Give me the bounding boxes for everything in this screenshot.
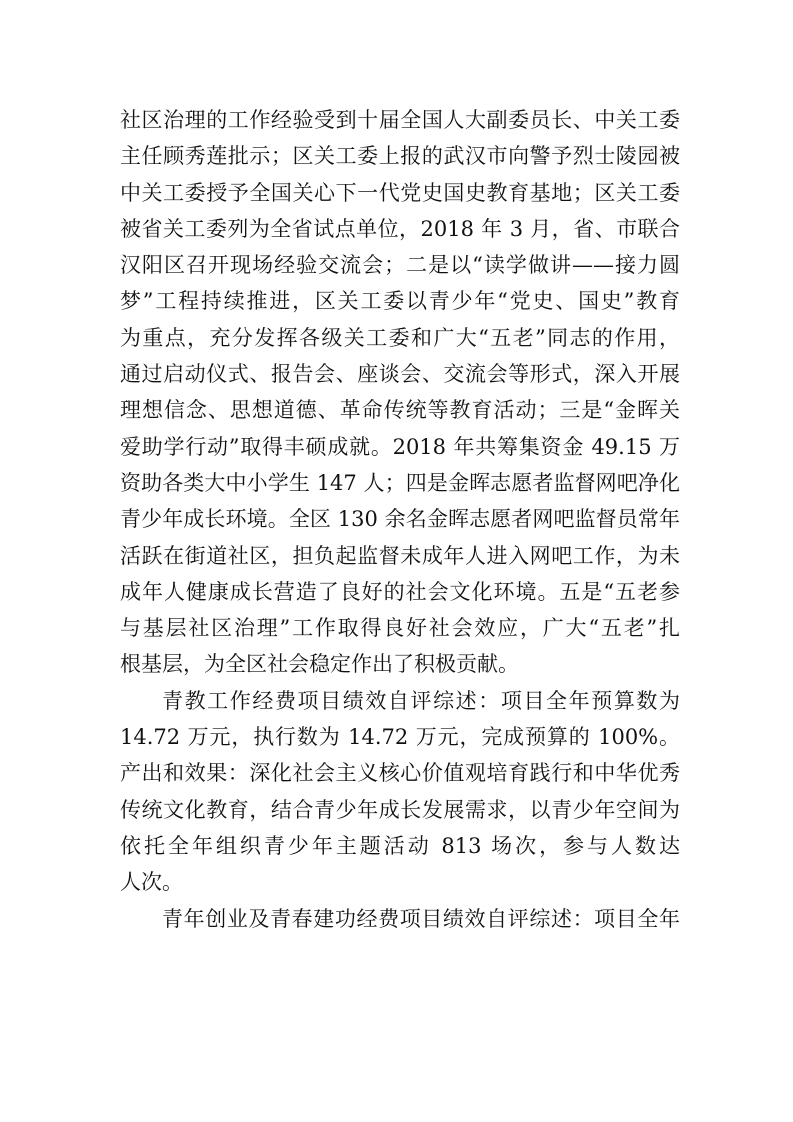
text-line: 为重点，充分发挥各级关工委和广大“五老”同志的作用，: [120, 325, 680, 350]
text-line: 通过启动仪式、报告会、座谈会、交流会等形式，深入开展: [120, 362, 680, 387]
text-line: 社区治理的工作经验受到十届全国人大副委员长、中关工委: [120, 108, 680, 132]
text-line: 资助各类大中小学生 147 人；四是金晖志愿者监督网吧净化: [120, 470, 680, 495]
text-line: 14.72 万元，执行数为 14.72 万元，完成预算的 100%。: [120, 725, 680, 750]
text-line: 传统文化教育，结合青少年成长发展需求，以青少年空间为: [120, 797, 680, 822]
text-line: 爱助学行动”取得丰硕成就。2018 年共筹集资金 49.15 万: [120, 434, 680, 459]
text-line: 青教工作经费项目绩效自评综述：项目全年预算数为: [162, 688, 680, 713]
body-text: [120, 102, 680, 937]
text-line: 梦”工程持续推进，区关工委以青少年“党史、国史”教育: [120, 289, 680, 314]
text-line: 理想信念、思想道德、革命传统等教育活动；三是“金晖关: [120, 398, 680, 423]
text-line: 被省关工委列为全省试点单位，2018 年 3 月，省、市联合: [120, 216, 680, 241]
text-line: 活跃在街道社区，担负起监督未成年人进入网吧工作，为未: [120, 543, 680, 568]
text-line: 青少年成长环境。全区 130 余名金晖志愿者网吧监督员常年: [120, 507, 680, 532]
text-line: 汉阳区召开现场经验交流会；二是以“读学做讲——接力圆: [120, 253, 680, 278]
text-line: 产出和效果：深化社会主义核心价值观培育践行和中华优秀: [120, 761, 680, 786]
text-line: 中关工委授予全国关心下一代党史国史教育基地；区关工委: [120, 180, 680, 205]
text-line: 与基层社区治理”工作取得良好社会效应，广大“五老”扎: [120, 616, 680, 641]
text-line: 根基层，为全区社会稳定作出了积极贡献。: [120, 652, 519, 677]
text-line: 青年创业及青春建功经费项目绩效自评综述：项目全年: [162, 906, 680, 931]
text-line: 依托全年组织青少年主题活动 813 场次，参与人数达: [120, 833, 680, 858]
text-line: 成年人健康成长营造了良好的社会文化环境。五是“五老参: [120, 579, 680, 604]
text-line: 主任顾秀莲批示；区关工委上报的武汉市向警予烈士陵园被: [120, 144, 680, 169]
text-line: 人次。: [120, 870, 183, 895]
